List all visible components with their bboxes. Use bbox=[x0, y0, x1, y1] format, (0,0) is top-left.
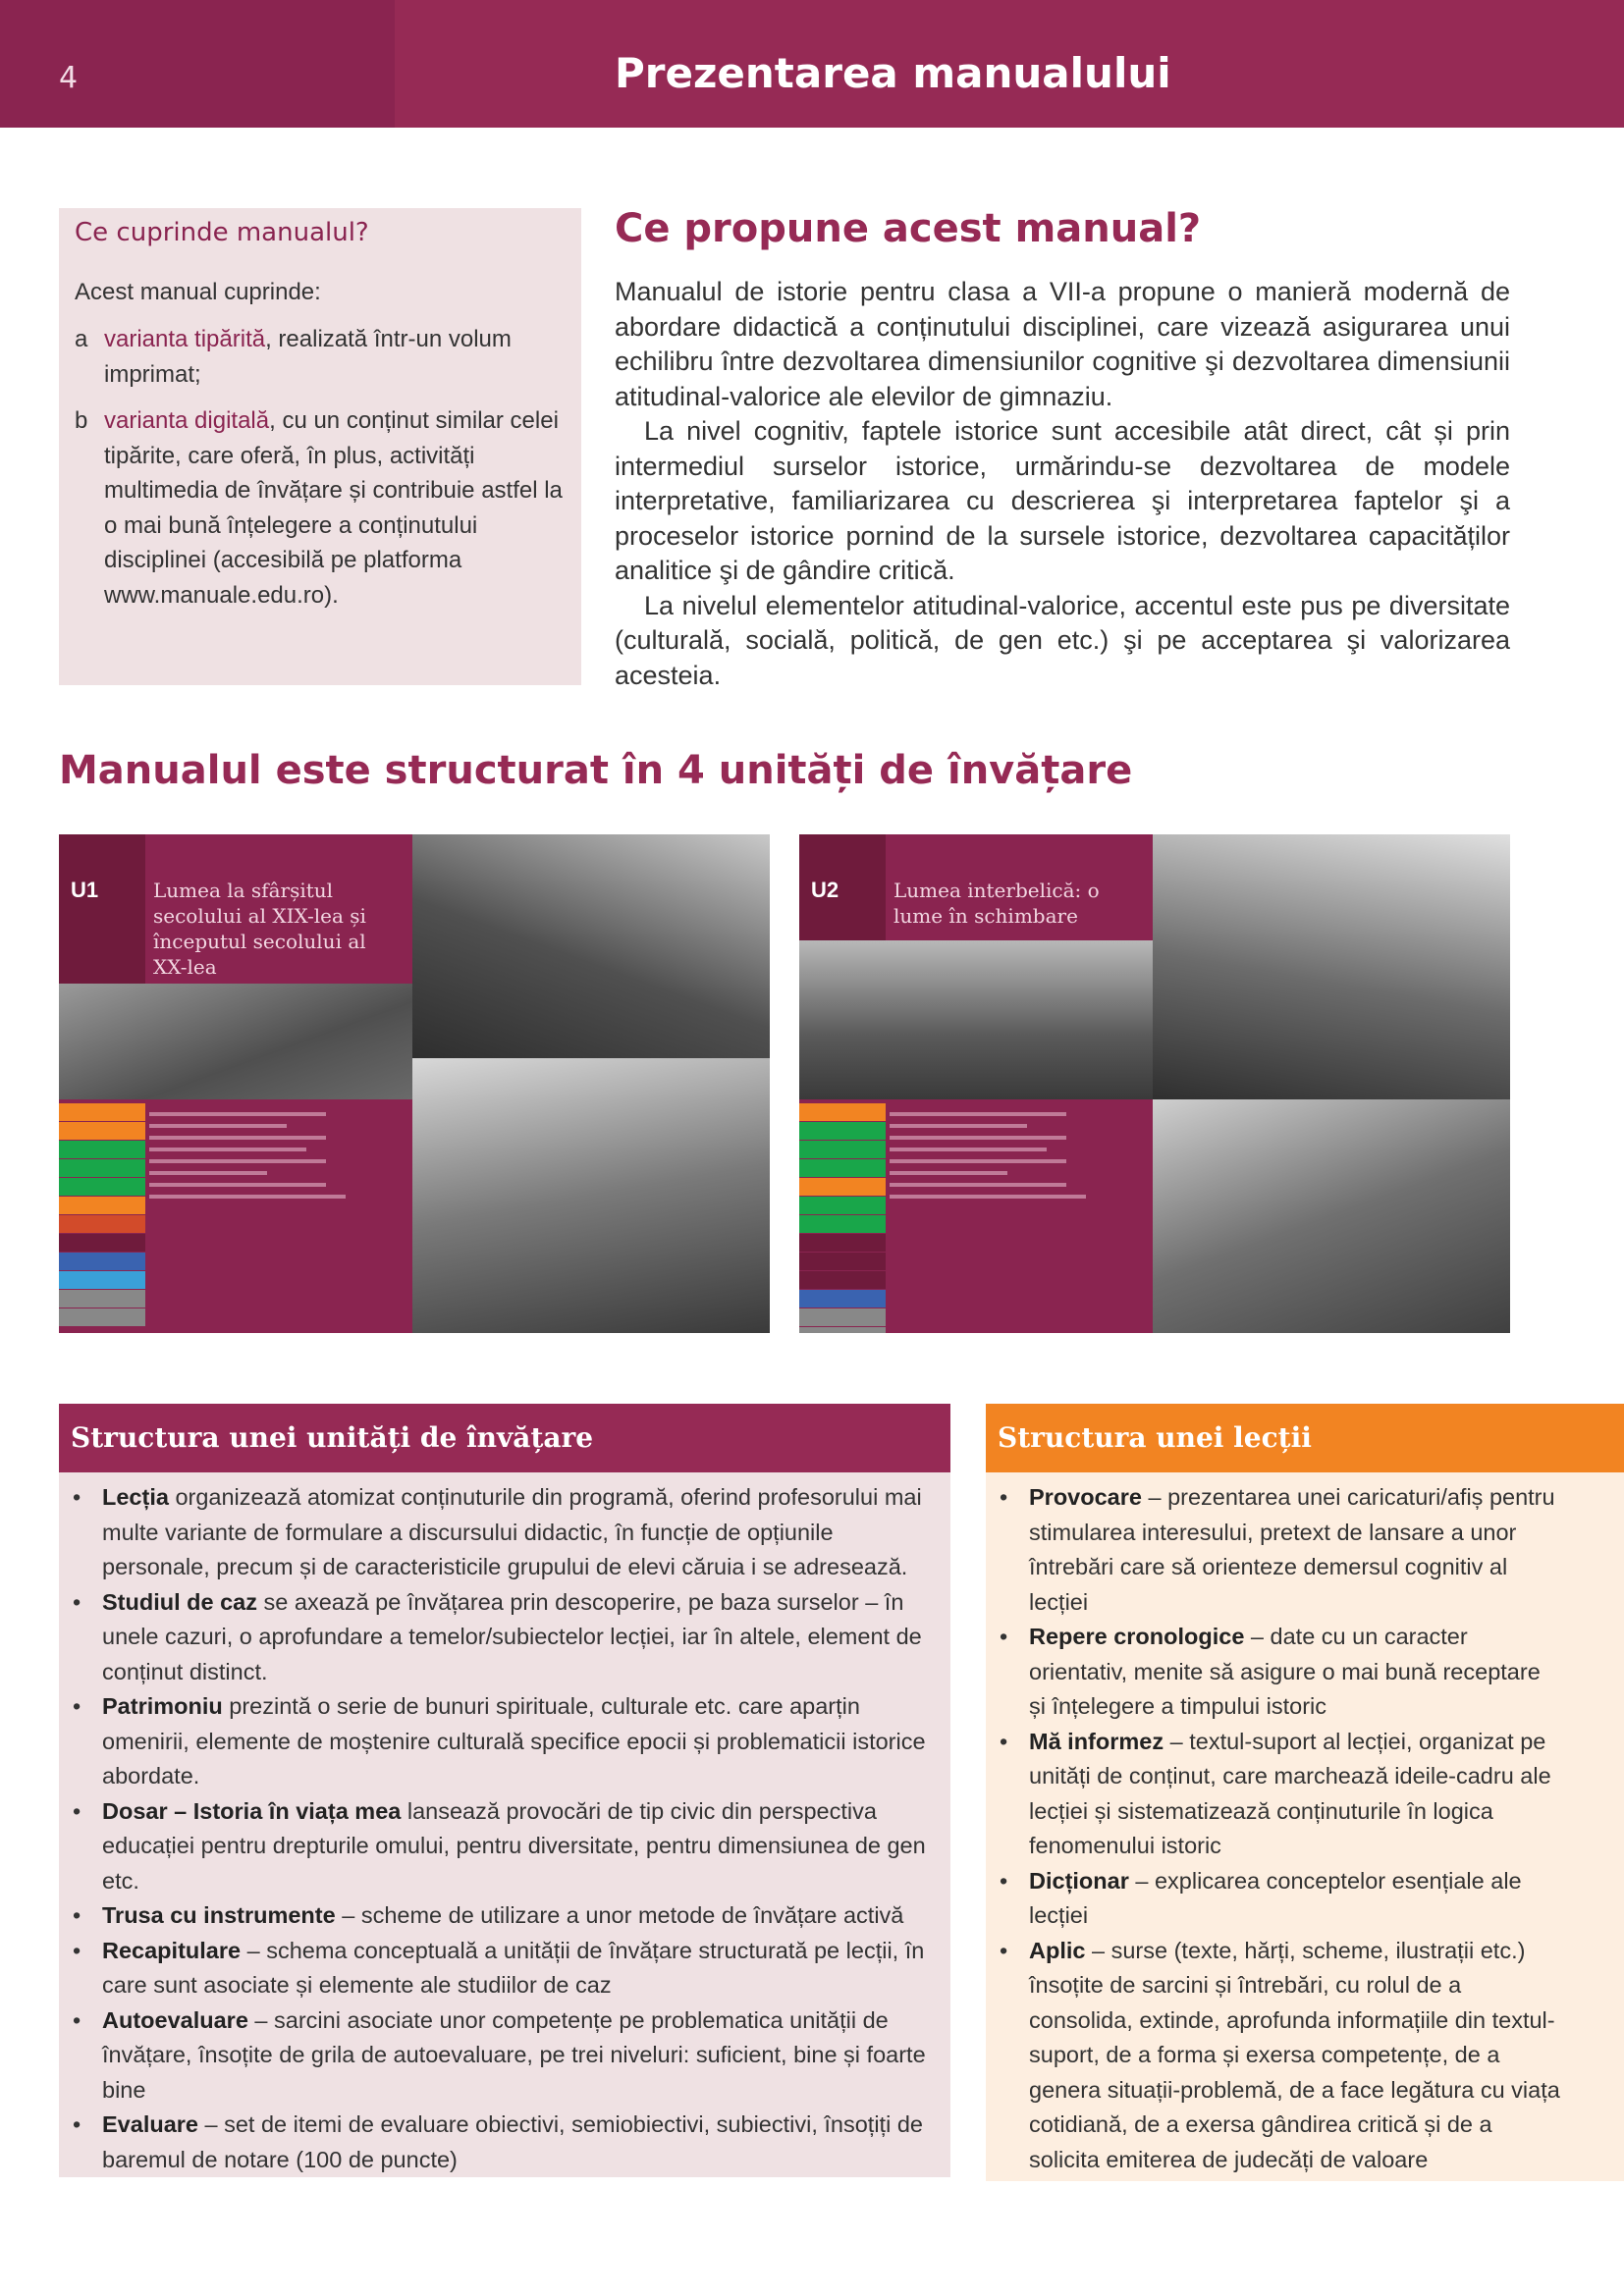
list-item: • Studiul de caz se axează pe învățarea prin descoperire, pe baza surselor – în unele cazuri, o aprofundare a temelor/subiectelor lecției, iar în altele, element de conținut distinct. bbox=[59, 1585, 943, 1690]
unit-structure-list bbox=[59, 1480, 943, 2177]
unit-title: Lumea interbelică: o lume în schimbare bbox=[893, 879, 1100, 928]
unit-title: Lumea la sfârșitul secolului al XIX-lea și începutul secolului al XX-lea bbox=[153, 879, 366, 979]
unit-structure-title: Structura unei unități de învățare bbox=[71, 1421, 594, 1454]
list-item: • Lecția organizează atomizat conținuturile din programă, oferind profesorului mai multe variante de formulare a discursului didactic, în funcție de opțiunile personale, precum și de caracteristicile grupului de elevi căruia i se adresează. bbox=[59, 1480, 943, 1585]
unit-photo bbox=[412, 1058, 770, 1333]
option-highlight: varianta tipărită bbox=[104, 326, 266, 352]
list-item: • Provocare – prezentarea unei caricaturi/afiș pentru stimularea interesului, pretext de lansare a unor întrebări care să orienteze demersul cognitiv al lecției bbox=[986, 1480, 1561, 1620]
unit-photo bbox=[1153, 834, 1510, 1099]
unit-thumbnail-u2 bbox=[799, 834, 1510, 1333]
unit-tag: U2 bbox=[799, 834, 886, 984]
unit-photo bbox=[412, 834, 770, 1058]
list-item: • Repere cronologice – date cu un caracter orientativ, menite să asigure o mai bună receptare și înțelegere a timpului istoric bbox=[986, 1620, 1561, 1725]
list-item: • Patrimoniu prezintă o serie de bunuri spirituale, culturale etc. care aparțin omenirii, elemente de moștenire culturală specifice epocii și problematicii istorice abordate. bbox=[59, 1689, 943, 1794]
list-item: • Mă informez – textul-suport al lecției, organizat pe unități de conținut, care marchează ideile-cadru ale lecției și sistematizează conținuturile în logica fenomenului istoric bbox=[986, 1725, 1561, 1864]
lesson-structure-list bbox=[986, 1480, 1561, 2177]
units-title: Manualul este structurat în 4 unități de învățare bbox=[59, 748, 1133, 793]
list-item: • Recapitulare – schema conceptuală a unității de învățare structurată pe lecții, în care sunt asociate și elemente ale studiilor de caz bbox=[59, 1934, 943, 2003]
lesson-structure-title: Structura unei lecții bbox=[998, 1421, 1312, 1454]
propune-paragraph: La nivel cognitiv, faptele istorice sunt accesibile atât direct, cât și prin intermediul surselor istorice, urmărindu-se dezvoltarea de modele interpretative, familiarizarea cu descrierea şi interpretarea faptelor şi a proceselor istorice pornind de la sursele istorice, dezvoltarea capacităților analitice şi de gândire critică. bbox=[615, 416, 1510, 585]
list-item: • Autoevaluare – sarcini asociate unor competențe pe problematica unității de învățare, însoțite de grila de autoevaluare, pe trei niveluri: suficient, bine și foarte bine bbox=[59, 2003, 943, 2109]
option-text: , realizată într-un volum imprimat; bbox=[104, 326, 512, 388]
unit-notes bbox=[890, 1105, 1135, 1206]
list-item: • Evaluare – set de itemi de evaluare obiectivi, semiobiectivi, subiectivi, însoțiți de baremul de notare (100 de puncte) bbox=[59, 2108, 943, 2177]
unit-photo bbox=[1153, 1099, 1510, 1333]
unit-tag: U1 bbox=[59, 834, 145, 984]
option-letter: b bbox=[75, 407, 88, 434]
propune-text bbox=[615, 275, 1510, 693]
contents-option-b bbox=[75, 403, 566, 613]
contents-option-a bbox=[75, 322, 566, 392]
unit-photo bbox=[799, 940, 1153, 1099]
option-highlight: varianta digitală bbox=[104, 407, 270, 434]
propune-title: Ce propune acest manual? bbox=[615, 206, 1202, 251]
page-number: 4 bbox=[59, 61, 79, 95]
propune-paragraph: La nivelul elementelor atitudinal-valorice, accentul este pus pe diversitate (culturală, socială, politică, de gen etc.) şi pe acceptarea şi valorizarea acesteia. bbox=[615, 590, 1510, 690]
unit-photo bbox=[59, 984, 412, 1099]
page-title: Prezentarea manualului bbox=[615, 49, 1171, 97]
option-letter: a bbox=[75, 326, 88, 352]
unit-thumbnail-u1 bbox=[59, 834, 770, 1333]
list-item: • Aplic – surse (texte, hărți, scheme, ilustrații etc.) însoțite de sarcini și întrebări, cu rolul de a consolida, extinde, aprofunda informațiile din textul-suport, de a forma și exersa competențe, de a genera situații-problemă, de a face legătura cu viața cotidiană, de a exersa gândirea critică și de a solicita emiterea de judecăți de valoare bbox=[986, 1934, 1561, 2178]
unit-lesson-list bbox=[59, 1103, 145, 1327]
propune-paragraph: Manualul de istorie pentru clasa a VII-a propune o manieră modernă de abordare didactică a conținutului disciplinei, care vizează asigurarea unui echilibru între dezvoltarea dimensiunilor cognitive şi dezvoltarea dimensiunii atitudinal-valorice ale elevilor de gimnaziu. bbox=[615, 277, 1510, 411]
unit-notes bbox=[149, 1105, 395, 1206]
list-item: • Dicționar – explicarea conceptelor esențiale ale lecției bbox=[986, 1864, 1561, 1934]
list-item: • Trusa cu instrumente – scheme de utilizare a unor metode de învățare activă bbox=[59, 1898, 943, 1934]
contents-title: Ce cuprinde manualul? bbox=[75, 218, 369, 247]
unit-lesson-list bbox=[799, 1103, 886, 1333]
list-item: • Dosar – Istoria în viața mea lansează provocări de tip civic din perspectiva educației pentru drepturile omului, pentru diversitate, pentru dimensiunea de gen etc. bbox=[59, 1794, 943, 1899]
contents-intro: Acest manual cuprinde: bbox=[75, 279, 321, 305]
option-text: , cu un conținut similar celei tipărite, care oferă, în plus, activități multimedia de învățare și contribuie astfel la o mai bună înțelegere a conținutului disciplinei (accesibilă pe platforma www.manuale.edu.ro). bbox=[104, 407, 563, 609]
